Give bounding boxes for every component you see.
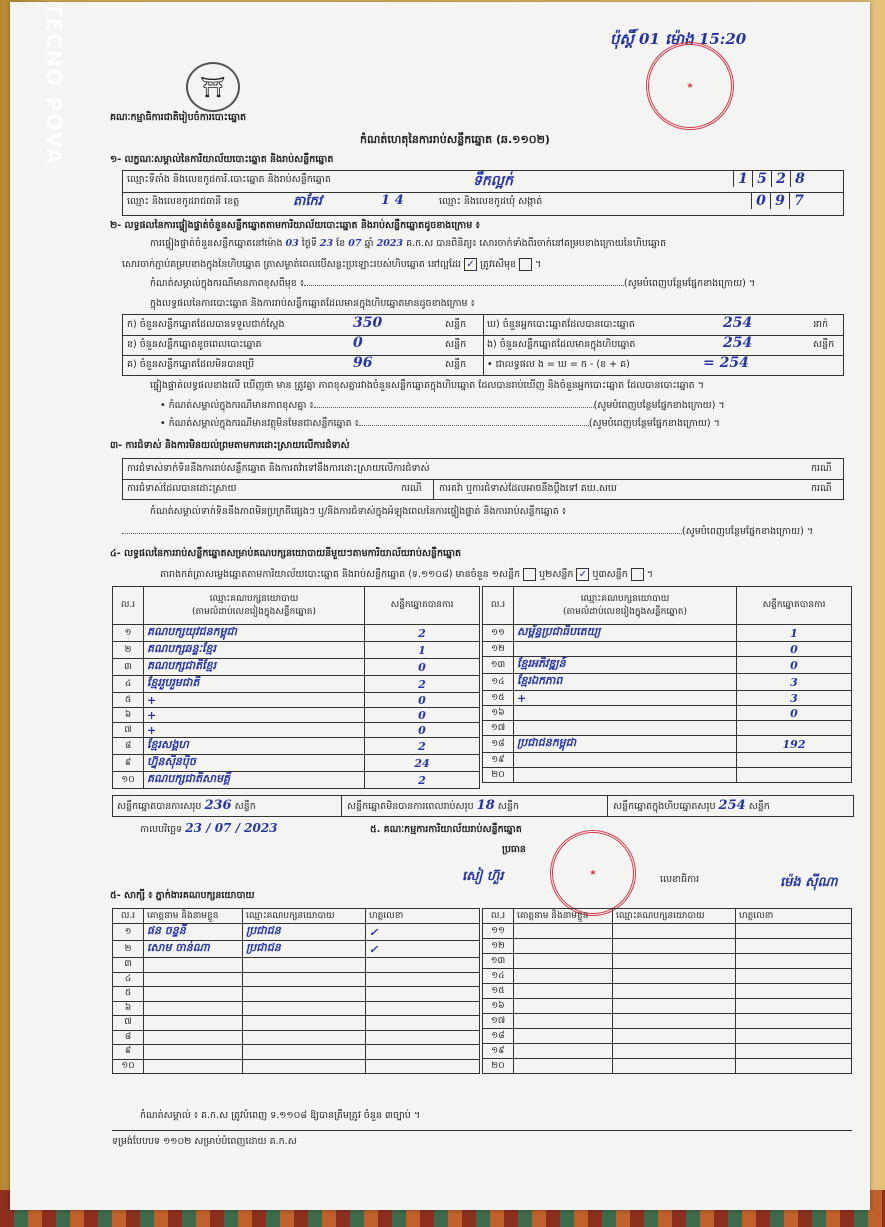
chair-signature: សៀ ហ៊ួរ [462, 869, 504, 884]
intact-checkbox[interactable]: ✓ [464, 258, 477, 271]
party-row [483, 736, 852, 753]
witness-no-cell: ១៥ [483, 984, 514, 999]
party-row [113, 723, 480, 738]
one-sheet-checkbox[interactable] [523, 568, 536, 581]
witness-name-cell [144, 1045, 243, 1060]
witness-empty-cell [514, 999, 613, 1014]
party-results-left: ល.រ ឈ្មោះគណបក្សនយោបាយ (តាមលំដាប់លេខរៀងក្នុងសន្លឹកឆ្នោត) សន្លឹកឆ្នោតបានការ ១ គណបក្សយុវជនកម្ពុជា 2 ២ គណបក្សឆន្ទៈខ្មែរ 1 ៣ គណបក្សជាតិខ្មែរ 0 ៤ ខ្មែររួបរួមជាតិ 2 ៥ + 0 ៦ + 0 ៧ + 0 ៨ ខ្មែរសង្គហ 2 ៩ ហ្វ៊ុនស៊ិនប៉ិច 24 ១០ គណបក្សជាតិសាមគ្គី 2 [112, 586, 480, 789]
red-seal-bottom: ★ [550, 830, 636, 916]
section1-heading: ១- លក្ខណៈសម្គាល់នៃការិយាល័យបោះឆ្នោត និងរាប់សន្លឹកឆ្នោត [110, 154, 334, 165]
resolved-objections: ការជំទាស់ដែលបានដោះស្រាយ [127, 483, 237, 494]
witness-party-cell [243, 958, 366, 973]
vote-counting-report-sheet [10, 2, 870, 1210]
witness-row [483, 1029, 852, 1044]
party-no-cell: ១ [113, 625, 144, 642]
witness-no-cell: ១១ [483, 924, 514, 939]
witness-empty-cell [514, 954, 613, 969]
witness-empty-cell [736, 1059, 852, 1074]
witness-no-cell: ១៧ [483, 1014, 514, 1029]
party-votes-cell: 0 [737, 706, 852, 721]
party-no-cell: ១៥ [483, 691, 514, 706]
party-row [113, 659, 480, 676]
party-row [113, 676, 480, 693]
party-votes-cell: 24 [365, 755, 480, 772]
witness-empty-cell [613, 924, 736, 939]
party-votes-cell: 2 [365, 738, 480, 755]
party-row [483, 753, 852, 768]
party-no-cell: ៣ [113, 659, 144, 676]
party-no-cell: ១៤ [483, 674, 514, 691]
counting-committee: ៥. គណៈកម្មការការិយាល័យរាប់សន្លឹកឆ្នោត [370, 824, 522, 835]
party-votes-cell: 1 [737, 625, 852, 642]
witness-empty-cell [613, 1014, 736, 1029]
match-check-line: ផ្ទៀងផ្ទាត់លទ្ធផលខាងលើ ឃើញថា មាន ត្រូវគ្នា ភាពខុសគ្នារវាងចំនួនសន្លឹកឆ្នោតក្នុងហិបឆ្នោត ដែលបានរាប់ឃើញ និងចំនួនអ្នកបោះឆ្នោត ដែលបានបោះឆ្នោត ។ [150, 380, 704, 391]
location-label: ឈ្មោះទីតាំង និងលេខកូដការិ.បោះឆ្នោត និងរាប់សន្លឹកឆ្នោត [127, 174, 331, 185]
irregularity-line: (សូមបំពេញបន្ថែមផ្នែកខាងក្រោយ) ។ [122, 526, 813, 538]
party-party-cell: គណបក្សយុវជនកម្ពុជា [144, 625, 365, 642]
party-party-cell: គណបក្សជាតិខ្មែរ [144, 659, 365, 676]
party-party-cell: + [144, 708, 365, 723]
location-code: 1 5 2 8 [733, 171, 809, 191]
witness-empty-cell [613, 954, 736, 969]
unused-ballots-value: 96 [353, 355, 373, 371]
party-row [483, 625, 852, 642]
box-total: 254 [718, 798, 746, 813]
witness-row [113, 1016, 480, 1031]
party-no-cell: ១៦ [483, 706, 514, 721]
party-party-cell: ខ្មែររួបរួមជាតិ [144, 676, 365, 693]
witness-name-cell [144, 987, 243, 1002]
party-party-cell [514, 721, 737, 736]
witness-no-cell: ៩ [113, 1045, 144, 1060]
party-party-cell: + [144, 693, 365, 708]
witness-name-cell [144, 1059, 243, 1074]
party-row [483, 706, 852, 721]
party-party-cell: គណបក្សជាតិសាមគ្គី [144, 772, 365, 789]
party-no-cell: ១១ [483, 625, 514, 642]
party-no-cell: ១០ [113, 772, 144, 789]
witness-name-cell [144, 1030, 243, 1045]
province-code: 1 4 [381, 193, 404, 208]
witness-empty-cell [613, 969, 736, 984]
party-no-cell: ១៧ [483, 721, 514, 736]
chair-label: ប្រធាន [502, 844, 526, 855]
party-votes-cell [737, 721, 852, 736]
party-votes-cell: 0 [365, 708, 480, 723]
box-ballots-value: 254 [723, 335, 753, 351]
party-row [113, 625, 480, 642]
date-line: កាលបរិច្ឆេទ 23 / 07 / 2023 [140, 821, 278, 835]
witness-no-cell: ៣ [113, 958, 144, 973]
party-no-cell: ២០ [483, 768, 514, 783]
spoiled-ballots-value: 0 [353, 335, 363, 351]
witness-party-cell [243, 1001, 366, 1016]
witness-no-cell: ១៦ [483, 999, 514, 1014]
party-row [483, 768, 852, 783]
witness-empty-cell [736, 969, 852, 984]
difference-note: • កំណត់សម្គាល់ក្នុងករណីមានភាពខុសគ្នា ៖ (សូមបំពេញបន្ថែមផ្នែកខាងក្រោយ) ។ [160, 400, 725, 411]
party-votes-cell: 192 [737, 736, 852, 753]
party-no-cell: ១២ [483, 642, 514, 657]
witness-row [113, 1045, 480, 1060]
witness-row [113, 1059, 480, 1074]
witness-name-cell [144, 1016, 243, 1031]
witness-empty-cell [514, 1029, 613, 1044]
nec-emblem-icon: ⛩ [186, 62, 240, 112]
witness-row [113, 1001, 480, 1016]
witness-name-cell [144, 1001, 243, 1016]
discrepancy-note: កំណត់សម្គាល់ក្នុងករណីមានភាពខុសពីមុខ ៖ (សូមបំពេញបន្ថែមផ្នែកខាងក្រោយ) ។ [150, 278, 756, 289]
witness-no-cell: ១៤ [483, 969, 514, 984]
totals-row: សន្លឹកឆ្នោតបានការសរុប 236 សន្លឹក សន្លឹកឆ្នោតមិនបានការពេលរាប់សរុប 18 សន្លឹក សន្លឹកឆ្នោតក្នុងហិបឆ្នោតសរុប 254 សន្លឹក [112, 795, 854, 817]
voters-label: ឃ) ចំនួនអ្នកបោះឆ្នោតដែលបានបោះឆ្នោត [487, 319, 635, 330]
witness-no-cell: ៧ [113, 1016, 144, 1031]
section3-heading: ៣- ការជំទាស់ និងការមិនយល់ព្រមតាមការដោះស្រាយលើការជំទាស់ [110, 440, 350, 451]
party-party-cell: ខ្មែរអភិវឌ្ឍន៍ [514, 657, 737, 674]
party-votes-cell: 0 [737, 642, 852, 657]
irregularity-note: កំណត់សម្គាល់ទាក់ទិននឹងភាពមិនប្រក្រតីផ្សេងៗ ឬ/និងការជំទាស់ក្នុងអំឡុងពេលនៃការផ្ទៀងផ្ទាត់ និងការរាប់សន្លឹកឆ្នោត ៖ [150, 506, 567, 517]
ballot-count-grid: ក) ចំនួនសន្លឹកឆ្នោតដែលបានទទួលជាក់ស្ដែង 350 សន្លឹក ឃ) ចំនួនអ្នកបោះឆ្នោតដែលបានបោះឆ្នោត 254 នាក់ ខ) ចំនួនសន្លឹកឆ្នោតខូចពេលបោះឆ្នោត 0 សន្លឹក ង) ចំនួនសន្លឹកឆ្នោតដែលមានក្នុងហិបឆ្នោត 254 សន្លឹក គ) ចំនួនសន្លឹកឆ្នោតដែលមិនបានប្រើ 96 សន្លឹក • ជាលទ្ធផល ង = ឃ = ក - (ខ + គ) = 254 [122, 314, 844, 376]
party-party-cell: ហ្វ៊ុនស៊ិនប៉ិច [144, 755, 365, 772]
province-value: តាកែវ [293, 194, 322, 209]
party-party-cell [514, 706, 737, 721]
party-no-cell: ៩ [113, 755, 144, 772]
witness-no-cell: ១២ [483, 939, 514, 954]
party-votes-cell: 1 [365, 642, 480, 659]
witness-empty-cell [736, 1044, 852, 1059]
party-row [483, 691, 852, 706]
witness-row [483, 999, 852, 1014]
tally-sheet-line: តារាងកត់ត្រាសម្លេងឆ្នោតតាមការិយាល័យបោះឆ្នោត និងរាប់សន្លឹកឆ្នោត (ទ.១១០៨) មានចំនួន ១សន្លឹក ឬ២សន្លឹក ✓ ឬ៣សន្លឹក ។ [160, 569, 654, 580]
party-votes-cell: 0 [365, 693, 480, 708]
party-row [483, 674, 852, 691]
location-value: ទឹកល្អក់ [473, 173, 513, 189]
unused-ballots-label: គ) ចំនួនសន្លឹកឆ្នោតដែលមិនបានប្រើ [127, 359, 255, 370]
party-party-cell [514, 642, 737, 657]
witness-party-cell [243, 972, 366, 987]
witness-row [113, 987, 480, 1002]
witness-empty-cell [613, 1059, 736, 1074]
section5-heading: ៥- សាក្សី ៖ ភ្នាក់ងារគណបក្សនយោបាយ [110, 890, 255, 901]
valid-total: 236 [204, 798, 232, 813]
witness-sig-cell [366, 1001, 480, 1016]
witness-name-cell [144, 972, 243, 987]
witness-empty-cell [613, 1029, 736, 1044]
box-ballots-label: ង) ចំនួនសន្លឹកឆ្នោតដែលមានក្នុងហិបឆ្នោត [487, 339, 636, 350]
witness-no-cell: ១៨ [483, 1029, 514, 1044]
section2-heading: ២- លទ្ធផលនៃការផ្ទៀងផ្ទាត់ចំនួនសន្លឹកឆ្នោតតាមការិយាល័យបោះឆ្នោត និងរាប់សន្លឹកឆ្នោតដូចខាងក្រោម ៖ [110, 220, 480, 231]
witness-row [483, 954, 852, 969]
party-party-cell: + [144, 723, 365, 738]
witness-no-cell: ១០ [113, 1059, 144, 1074]
witness-party-cell: ប្រជាជន [243, 941, 366, 958]
witness-empty-cell [514, 924, 613, 939]
footnote: កំណត់សម្គាល់ ៖ គ.ក.ស ត្រូវបំពេញ ទ.១១០៨ ឱ្យបានត្រឹមត្រូវ ចំនួន ៣ច្បាប់ ។ [140, 1110, 421, 1121]
witness-table-right: ល.រ គោត្តនាម និងនាមខ្លួន ឈ្មោះគណបក្សនយោបាយ ហត្ថលេខា ១១ ១២ ១៣ ១៤ ១៥ ១៦ ១៧ ១៨ ១៩ ២០ [482, 908, 852, 1074]
witness-no-cell: ៨ [113, 1030, 144, 1045]
witness-party-cell [243, 1030, 366, 1045]
witness-row [483, 969, 852, 984]
party-votes-cell: 2 [365, 625, 480, 642]
appeal-objections: ការតវ៉ា ឬការជំទាស់ដែលអាចនឹងប្ដឹងទៅ គឃ.សឃ [439, 483, 617, 494]
witness-sig-cell [366, 1045, 480, 1060]
witness-empty-cell [514, 1014, 613, 1029]
party-row [113, 755, 480, 772]
party-votes-cell: 3 [737, 674, 852, 691]
party-votes-cell: 0 [365, 723, 480, 738]
secretary-label: លេខាធិការ [660, 874, 700, 885]
witness-row [483, 939, 852, 954]
witness-empty-cell [514, 939, 613, 954]
party-no-cell: ៥ [113, 693, 144, 708]
witness-row [113, 958, 480, 973]
section4-heading: ៤- លទ្ធផលនៃការរាប់សន្លឹកឆ្នោតសម្រាប់គណបក្សនយោបាយនីមួយៗតាមការិយាល័យរាប់សន្លឹកឆ្នោត [110, 548, 462, 559]
witness-party-cell [243, 987, 366, 1002]
secretary-signature: ម៉េង ស៊ីណា [780, 875, 838, 890]
witness-no-cell: ១ [113, 924, 144, 941]
invalid-total: 18 [476, 798, 495, 813]
not-intact-checkbox[interactable] [519, 258, 532, 271]
witness-empty-cell [736, 984, 852, 999]
witness-row [113, 941, 480, 958]
witness-sig-cell: ✓ [366, 941, 480, 958]
three-sheets-checkbox[interactable] [631, 568, 644, 581]
camera-watermark: TECNO POVA [42, 2, 66, 166]
commune-code: 0 9 7 [751, 193, 808, 209]
witness-no-cell: ៥ [113, 987, 144, 1002]
results-intro: ក្នុងលទ្ធផលនៃការបោះឆ្នោត និងការរាប់សន្លឹកឆ្នោតដែលមានក្នុងហិបឆ្នោតមានដូចខាងក្រោម ៖ [150, 298, 475, 309]
received-ballots-value: 350 [353, 315, 383, 331]
seal-check-line: សោរចាក់ភ្ជាប់គម្របខាងក្នុងនៃហិបឆ្នោត ត្រាសម្ងាត់ពេលបើសន្លះប្រឡោះរបស់ហិបឆ្នោត នៅល្អដែរ ✓ ត្រូវសើមុខ ។ [122, 259, 542, 270]
party-party-cell: គណបក្សឆន្ទៈខ្មែរ [144, 642, 365, 659]
witness-empty-cell [514, 1059, 613, 1074]
party-row [483, 642, 852, 657]
commune-label: ឈ្មោះ និងលេខកូដឃុំ សង្កាត់ [439, 196, 543, 207]
handwritten-time-note: ប៉ុស្ដិ៍ 01 ម៉ោង 15:20 [610, 30, 747, 48]
red-seal-top: ★ [646, 42, 734, 130]
party-row [113, 738, 480, 755]
party-party-cell: សម្ព័ន្ធប្រជាធិបតេយ្យ [514, 625, 737, 642]
witness-empty-cell [613, 939, 736, 954]
witness-no-cell: ១៩ [483, 1044, 514, 1059]
party-no-cell: ៤ [113, 676, 144, 693]
party-votes-cell [737, 768, 852, 783]
witness-sig-cell [366, 972, 480, 987]
witness-row [113, 924, 480, 941]
party-votes-cell: 2 [365, 676, 480, 693]
witness-empty-cell [736, 939, 852, 954]
party-votes-cell [737, 753, 852, 768]
party-votes-cell: 0 [365, 659, 480, 676]
witness-empty-cell [736, 1014, 852, 1029]
witness-empty-cell [736, 954, 852, 969]
party-no-cell: ៨ [113, 738, 144, 755]
witness-table-left: ល.រ គោត្តនាម និងនាមខ្លួន ឈ្មោះគណបក្សនយោបាយ ហត្ថលេខា ១ ផន ចន្ទនី ប្រជាជន ✓ ២ សោម ចាន់ណា ប្រជាជន ✓ ៣ ៤ ៥ ៦ ៧ ៨ ៩ ១០ [112, 908, 480, 1074]
section1-box [122, 170, 844, 216]
party-row [113, 772, 480, 789]
objection-row1: ការជំទាស់ទាក់ទិននឹងការរាប់សន្លឹកឆ្នោត និងការតវ៉ាទៅនឹងការដោះស្រាយលើការជំទាស់ [127, 463, 430, 474]
witness-party-cell: ប្រជាជន [243, 924, 366, 941]
witness-row [483, 984, 852, 999]
witness-name-cell: ផន ចន្ទនី [144, 924, 243, 941]
party-no-cell: ៧ [113, 723, 144, 738]
witness-no-cell: ៤ [113, 972, 144, 987]
witness-empty-cell [514, 969, 613, 984]
party-no-cell: ១៨ [483, 736, 514, 753]
result-formula-value: = 254 [703, 355, 749, 371]
spoiled-ballots-label: ខ) ចំនួនសន្លឹកឆ្នោតខូចពេលបោះឆ្នោត [127, 339, 262, 350]
witness-sig-cell [366, 1030, 480, 1045]
province-label: ឈ្មោះ និងលេខកូដរាជធានី ខេត្ត [127, 196, 240, 207]
two-sheets-checkbox[interactable]: ✓ [576, 568, 589, 581]
witness-sig-cell: ✓ [366, 924, 480, 941]
witness-row [113, 972, 480, 987]
witness-no-cell: ២០ [483, 1059, 514, 1074]
witness-empty-cell [613, 984, 736, 999]
witness-no-cell: ១៣ [483, 954, 514, 969]
witness-party-cell [243, 1016, 366, 1031]
party-party-cell: ខ្មែរសង្គហ [144, 738, 365, 755]
witness-party-cell [243, 1045, 366, 1060]
result-formula-label: • ជាលទ្ធផល ង = ឃ = ក - (ខ + គ) [487, 359, 630, 370]
document-title: កំណត់ហេតុនៃការរាប់សន្លឹកឆ្នោត (ឆ.១១០២) [360, 133, 550, 146]
party-no-cell: ១៣ [483, 657, 514, 674]
witness-row [483, 1044, 852, 1059]
witness-no-cell: ៦ [113, 1001, 144, 1016]
form-code: ទម្រង់បែបបទ ១១០២ សម្រាប់បំពេញដោយ គ.ក.ស [112, 1136, 297, 1147]
voters-value: 254 [723, 315, 753, 331]
witness-empty-cell [736, 1029, 852, 1044]
party-row [113, 708, 480, 723]
party-party-cell [514, 768, 737, 783]
witness-row [113, 1030, 480, 1045]
witness-empty-cell [736, 924, 852, 939]
party-party-cell: + [514, 691, 737, 706]
party-party-cell: ខ្មែរឯកភាព [514, 674, 737, 691]
party-no-cell: ៦ [113, 708, 144, 723]
witness-row [483, 1059, 852, 1074]
witness-party-cell [243, 1059, 366, 1074]
party-row [483, 657, 852, 674]
party-votes-cell: 2 [365, 772, 480, 789]
witness-empty-cell [613, 1044, 736, 1059]
witness-no-cell: ២ [113, 941, 144, 958]
witness-row [483, 924, 852, 939]
witness-empty-cell [613, 999, 736, 1014]
party-votes-cell: 3 [737, 691, 852, 706]
witness-empty-cell [514, 984, 613, 999]
committee-name: គណៈកម្មាធិការជាតិរៀបចំការបោះឆ្នោត [110, 112, 247, 123]
party-party-cell [514, 753, 737, 768]
witness-empty-cell [514, 1044, 613, 1059]
party-results-right: ល.រ ឈ្មោះគណបក្សនយោបាយ (តាមលំដាប់លេខរៀងក្នុងសន្លឹកឆ្នោត) សន្លឹកឆ្នោតបានការ ១១ សម្ព័ន្ធប្រជាធិបតេយ្យ 1 ១២ 0 ១៣ ខ្មែរអភិវឌ្ឍន៍ 0 ១៤ ខ្មែរឯកភាព 3 ១៥ + 3 ១៦ 0 ១៧ ១៨ ប្រជាជនកម្ពុជា 192 ១៩ ២០ [482, 586, 852, 783]
witness-name-cell: សោម ចាន់ណា [144, 941, 243, 958]
party-row [113, 642, 480, 659]
objection-grid: ការជំទាស់ទាក់ទិននឹងការរាប់សន្លឹកឆ្នោត និងការតវ៉ាទៅនឹងការដោះស្រាយលើការជំទាស់ ករណី ការជំទាស់ដែលបានដោះស្រាយ ករណី ការតវ៉ា ឬការជំទាស់ដែលអាចនឹងប្ដឹងទៅ គឃ.សឃ ករណី [122, 458, 844, 500]
check-time-line: ការផ្ទៀងផ្ទាត់ចំនួនសន្លឹកឆ្នោតនៅម៉ោង 03 ថ្ងៃទី 23 ខែ 07 ឆ្នាំ 2023 គ.ក.ស បានពិនិត្យ៖ សោរចាក់ទាំងពីរចាក់នៅគម្របខាងក្រោយនៃហិបឆ្នោត [150, 238, 666, 249]
witness-sig-cell [366, 1059, 480, 1074]
witness-sig-cell [366, 958, 480, 973]
received-ballots-label: ក) ចំនួនសន្លឹកឆ្នោតដែលបានទទួលជាក់ស្ដែង [127, 319, 285, 330]
foreign-object-note: • កំណត់សម្គាល់ក្នុងករណីមានវត្ថុមិនមែនជាសន្លឹកឆ្នោត ៖ (សូមបំពេញបន្ថែមផ្នែកខាងក្រោយ) ។ [160, 418, 720, 429]
witness-sig-cell [366, 1016, 480, 1031]
party-no-cell: ២ [113, 642, 144, 659]
witness-empty-cell [736, 999, 852, 1014]
witness-name-cell [144, 958, 243, 973]
witness-row [483, 1014, 852, 1029]
party-party-cell: ប្រជាជនកម្ពុជា [514, 736, 737, 753]
party-row [113, 693, 480, 708]
party-votes-cell: 0 [737, 657, 852, 674]
party-row [483, 721, 852, 736]
witness-sig-cell [366, 987, 480, 1002]
party-no-cell: ១៩ [483, 753, 514, 768]
